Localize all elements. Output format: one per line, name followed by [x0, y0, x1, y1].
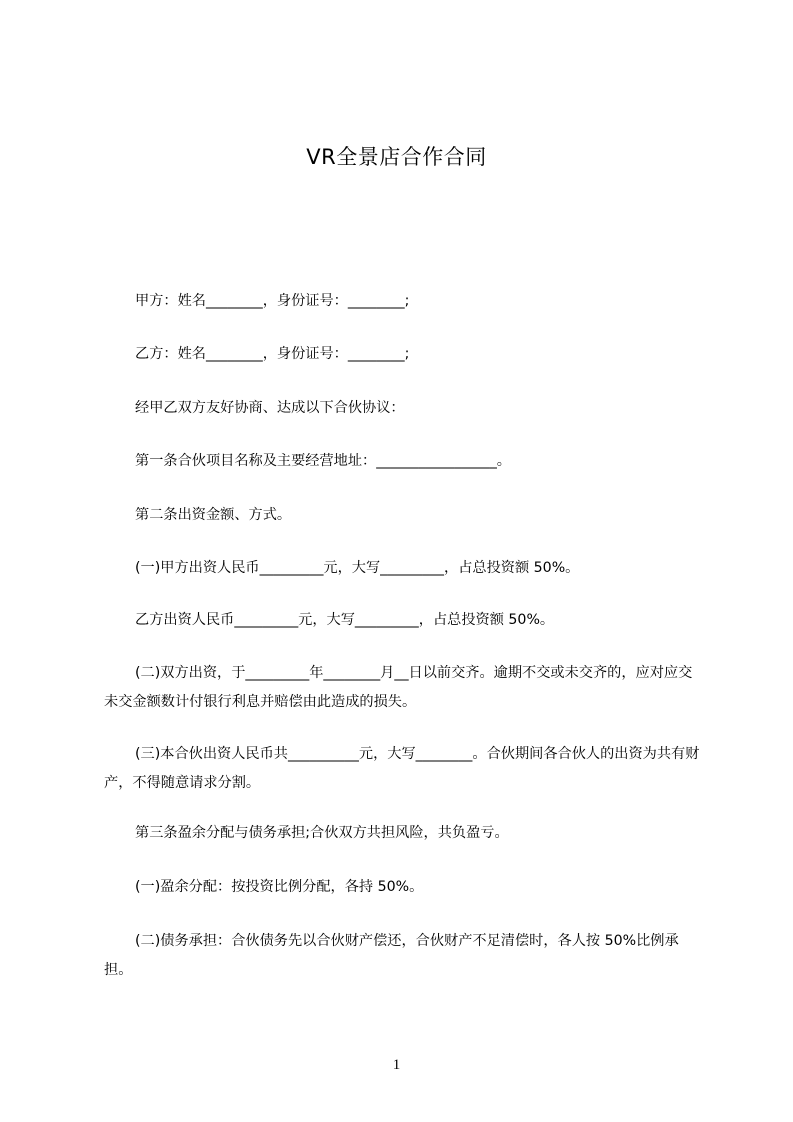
article-2-item-3: (三)本合伙出资人民币共__________元，大写________。合伙期间各合伙人的出资为共有财产，不得随意请求分割。 [104, 746, 700, 791]
article-3-item-2: (二)债务承担：合伙债务先以合伙财产偿还，合伙财产不足清偿时，各人按 50%比例承担。 [104, 933, 679, 978]
party-a-line: 甲方：姓名________，身份证号：________; [135, 293, 410, 309]
page-number: 1 [392, 1057, 401, 1073]
agreement-intro: 经甲乙双方友好协商、达成以下合伙协议： [135, 400, 405, 416]
article-3-heading: 第三条盈余分配与债务承担;合伙双方共担风险，共负盈亏。 [135, 825, 509, 841]
document-title: VR全景店合作合同 [306, 145, 487, 169]
article-2-item-1: (一)甲方出资人民币_________元，大写_________，占总投资额 50%。 [135, 560, 580, 576]
article-2-item-2: (二)双方出资，于_________年________月__日以前交齐。逾期不交或未交齐的，应对应交未交金额数计付银行利息并赔偿由此造成的损失。 [104, 665, 693, 710]
article-3-item-1: (一)盈余分配：按投资比例分配，各持 50%。 [135, 879, 424, 895]
article-2-party-b-contribution: 乙方出资人民币_________元，大写_________，占总投资额 50%。 [135, 612, 555, 628]
article-1: 第一条合伙项目名称及主要经营地址：_________________。 [135, 453, 511, 469]
party-b-line: 乙方：姓名________，身份证号：________; [135, 346, 410, 362]
article-2-heading: 第二条出资金额、方式。 [135, 507, 292, 523]
